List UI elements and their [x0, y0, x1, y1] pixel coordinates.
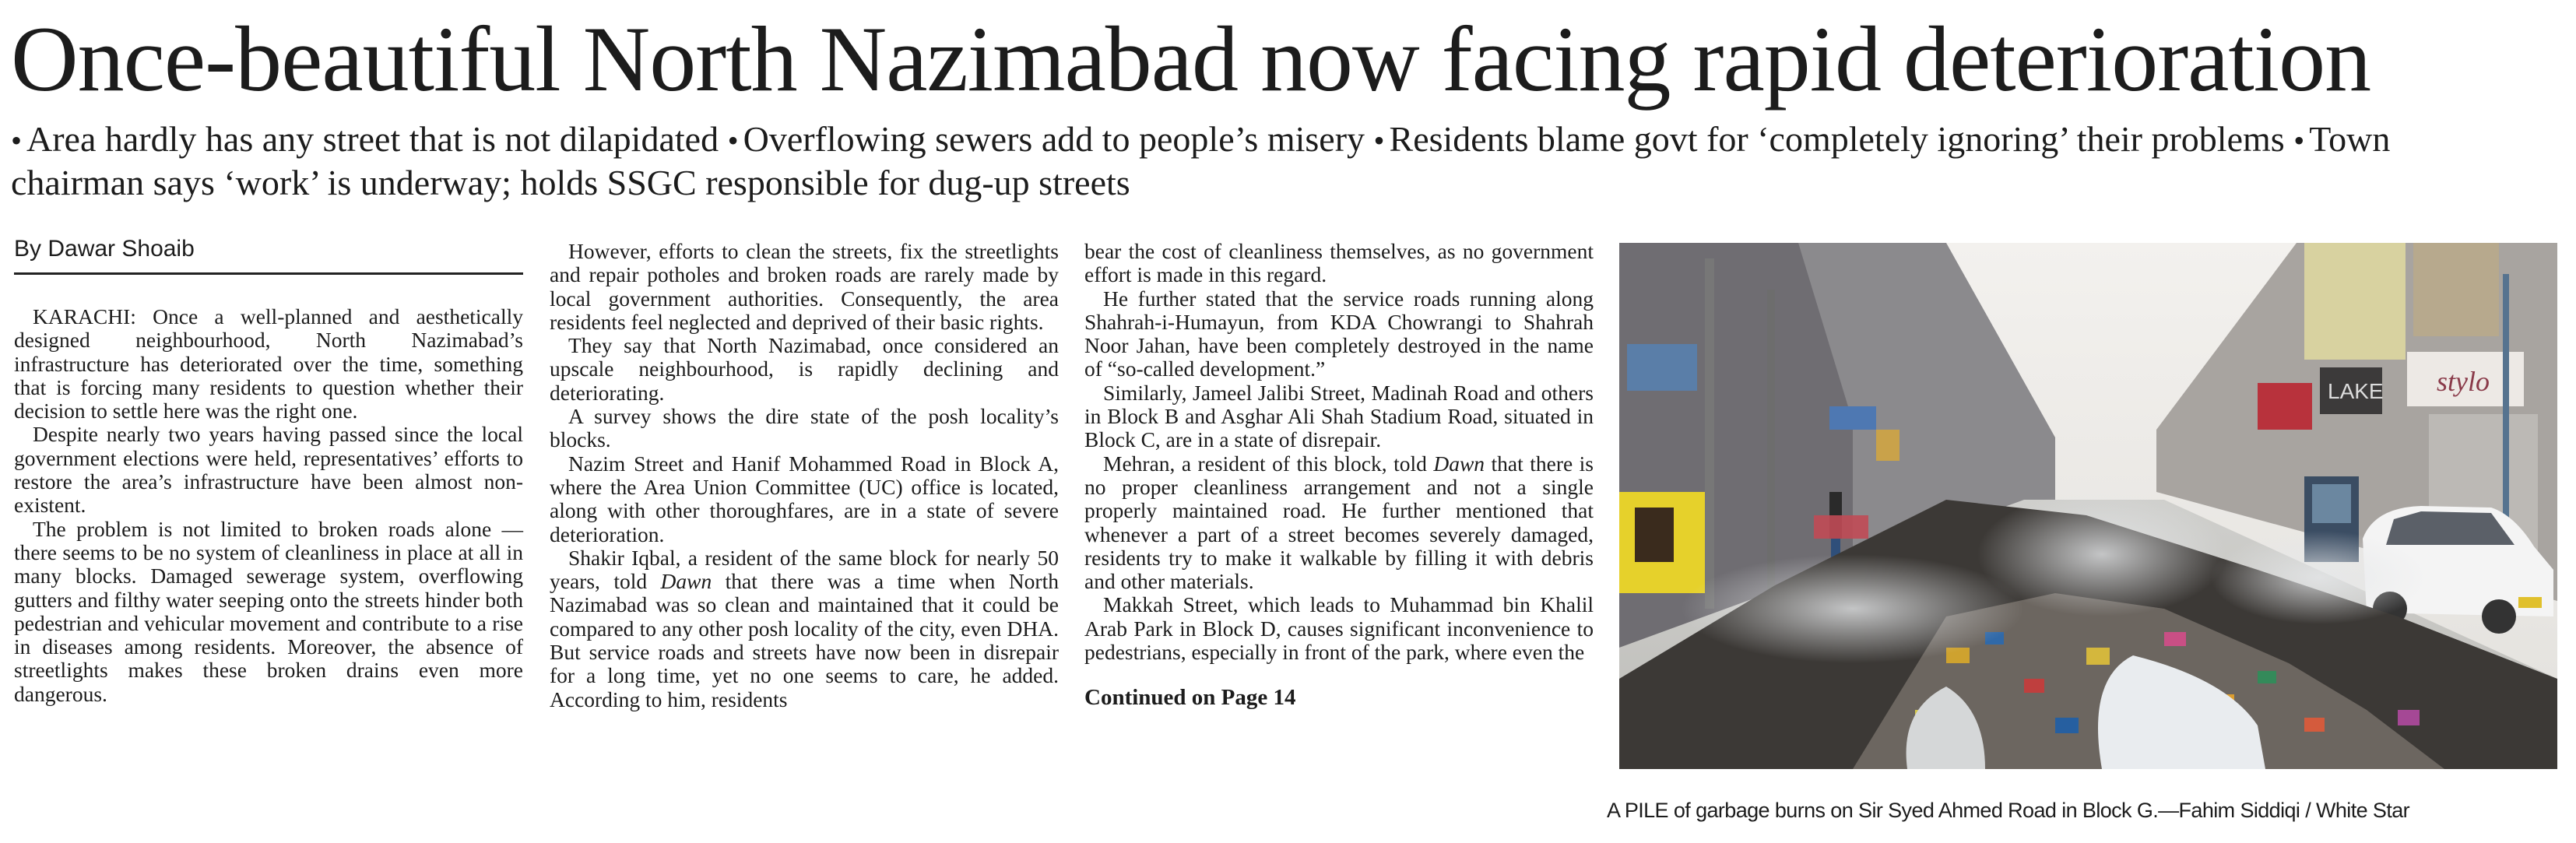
paragraph: Similarly, Jameel Jalibi Street, Madinah Road and others in Block B and Asghar Ali Shah Stadium Road, situated in Block C, are in a state of disrepair.: [1084, 380, 1594, 452]
text-run: that there is no proper cleanliness arrangement and not a single properly maintained road. He further mentioned that whenever a part of a street becomes severely damaged, residents try to make it walkable by filling it with debris and other materials.: [1084, 451, 1594, 594]
paragraph: [550, 546, 1059, 711]
bullet-icon: •: [1373, 123, 1385, 158]
deck-item: Town chairman says ‘work’ is underway; holds SSGC responsible for dug-up streets: [11, 119, 2391, 202]
text-run: Shakir Iqbal, a resident of the same block for nearly 50 years, told: [550, 545, 1059, 594]
headline: Once-beautiful North Nazimabad now facing rapid deterioration: [11, 7, 2371, 111]
bullet-icon: •: [2293, 123, 2305, 158]
bullet-icon: •: [727, 123, 739, 158]
paragraph: The problem is not limited to broken roads alone — there seems to be no system of cleanliness in place at all in many blocks. Damaged sewerage system, overflowing gutters and filthy water seeping onto the streets hinder both pedestrian and vehicular movement and contribute to a rise in diseases among residents. Moreover, the absence of streetlights makes these broken drains even more dangerous.: [14, 516, 523, 706]
article-column-2: [550, 240, 1059, 711]
paragraph: KARACHI: Once a well-planned and aesthetically designed neighbourhood, North Nazimabad’s infrastructure has deteriorated over the time, something that is forcing many residents to question whether their decision to settle here was the right one.: [14, 304, 523, 423]
continued-link[interactable]: Continued on Page 14: [1084, 685, 1296, 711]
svg-text:stylo: stylo: [2437, 366, 2490, 397]
article-column-1: [14, 305, 523, 706]
bullet-icon: •: [11, 123, 23, 158]
publication-name: Dawn: [660, 569, 712, 594]
paragraph: Nazim Street and Hanif Mohammed Road in Block A, where the Area Union Committee (UC) office is located, along with other thoroughfares, are in a state of severe deterioration.: [550, 451, 1059, 546]
svg-text:LAKE: LAKE: [2328, 379, 2384, 403]
article-column-3: [1084, 240, 1594, 710]
paragraph: He further stated that the service roads running along Shahrah-i-Humayun, from KDA Chowrangi to Shahrah Noor Jahan, have been completely destroyed in the name of “so-called development.”: [1084, 286, 1594, 381]
deck-item: Area hardly has any street that is not dilapidated: [26, 119, 719, 159]
photo-caption: A PILE of garbage burns on Sir Syed Ahmed Road in Block G.—Fahim Siddiqi / White Star: [1607, 799, 2410, 822]
text-run: Mehran, a resident of this block, told: [1103, 451, 1434, 476]
paragraph: A survey shows the dire state of the posh locality’s blocks.: [550, 404, 1059, 452]
paragraph: [1084, 452, 1594, 594]
text-run: that there was a time when North Nazimabad was so clean and maintained that it could be compared to any other posh locality of the city, even DHA. But service roads and streets have now been in disrepair for a long time, yet no one seems to care, he added. According to him, residents: [550, 569, 1059, 711]
paragraph: bear the cost of cleanliness themselves, as no government effort is made in this regard.: [1084, 239, 1594, 287]
deck-item: Residents blame govt for ‘completely ignoring’ their problems: [1389, 119, 2285, 159]
paragraph: They say that North Nazimabad, once considered an upscale neighbourhood, is rapidly declining and deteriorating.: [550, 333, 1059, 405]
deck-item: Overflowing sewers add to people’s misery: [743, 119, 1365, 159]
deck-summary: [11, 118, 2525, 204]
garbage-street-photo-icon: [1619, 243, 2557, 769]
publication-name: Dawn: [1433, 451, 1485, 476]
paragraph: Despite nearly two years having passed since the local government elections were held, representatives’ efforts to restore the area’s infrastructure have been almost non-existent.: [14, 422, 523, 518]
paragraph: Makkah Street, which leads to Muhammad bin Khalil Arab Park in Block D, causes significant inconvenience to pedestrians, especially in front of the park, where even the: [1084, 592, 1594, 665]
byline: By Dawar Shoaib: [14, 232, 523, 275]
news-photo: [1619, 243, 2557, 769]
paragraph: However, efforts to clean the streets, fix the streetlights and repair potholes and broken roads are rarely made by local government authorities. Consequently, the area residents feel neglected and deprived of their basic rights.: [550, 239, 1059, 334]
